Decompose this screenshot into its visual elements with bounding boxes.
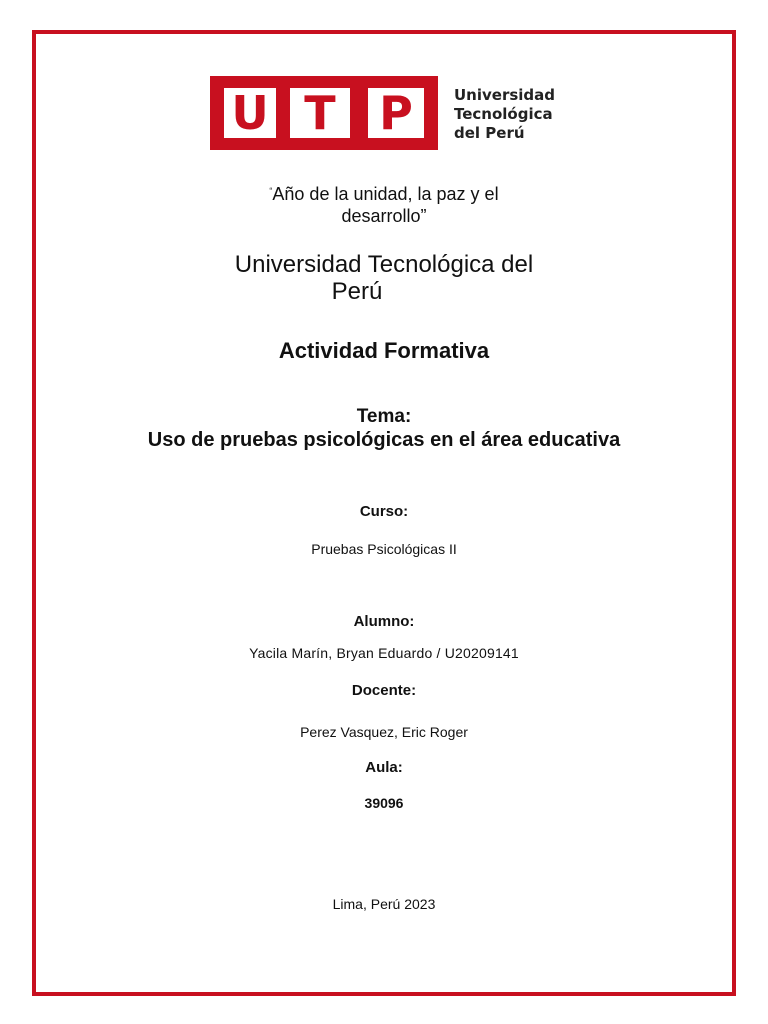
place-date: Lima, Perú 2023	[332, 896, 436, 912]
aula-label: Aula:	[365, 759, 403, 776]
year-motto-line-1: Año de la unidad, la paz y el	[272, 184, 499, 204]
logo-name-line-1: Universidad	[454, 86, 556, 104]
docente-label: Docente:	[351, 682, 417, 699]
university-name	[0, 251, 768, 305]
logo-university-name	[454, 86, 584, 143]
logo-red-block	[210, 76, 438, 150]
year-motto-line-2: desarrollo”	[341, 206, 427, 226]
curso-value: Pruebas Psicológicas II	[311, 541, 457, 557]
tema-label: Tema:	[356, 406, 412, 427]
university-name-line-1: Universidad Tecnológica del	[234, 251, 534, 278]
open-quote: “	[269, 186, 273, 196]
docente-value: Perez Vasquez, Eric Roger	[300, 724, 468, 740]
activity-title: Actividad Formativa	[278, 338, 490, 363]
logo-letter-p: P	[368, 88, 424, 138]
curso-label: Curso:	[359, 503, 409, 520]
logo-letter-t: T	[290, 88, 350, 138]
alumno-value: Yacila Marín, Bryan Eduardo / U20209141	[249, 645, 519, 661]
university-name-line-2: Perú	[331, 278, 383, 305]
logo-name-line-2: Tecnológica	[454, 105, 553, 123]
year-motto	[0, 180, 768, 227]
logo-name-line-3: del Perú	[454, 124, 525, 142]
tema-value: Uso de pruebas psicológicas en el área educativa	[147, 429, 621, 451]
logo-letter-u: U	[224, 88, 276, 138]
alumno-label: Alumno:	[353, 613, 415, 630]
aula-value: 39096	[364, 795, 404, 811]
